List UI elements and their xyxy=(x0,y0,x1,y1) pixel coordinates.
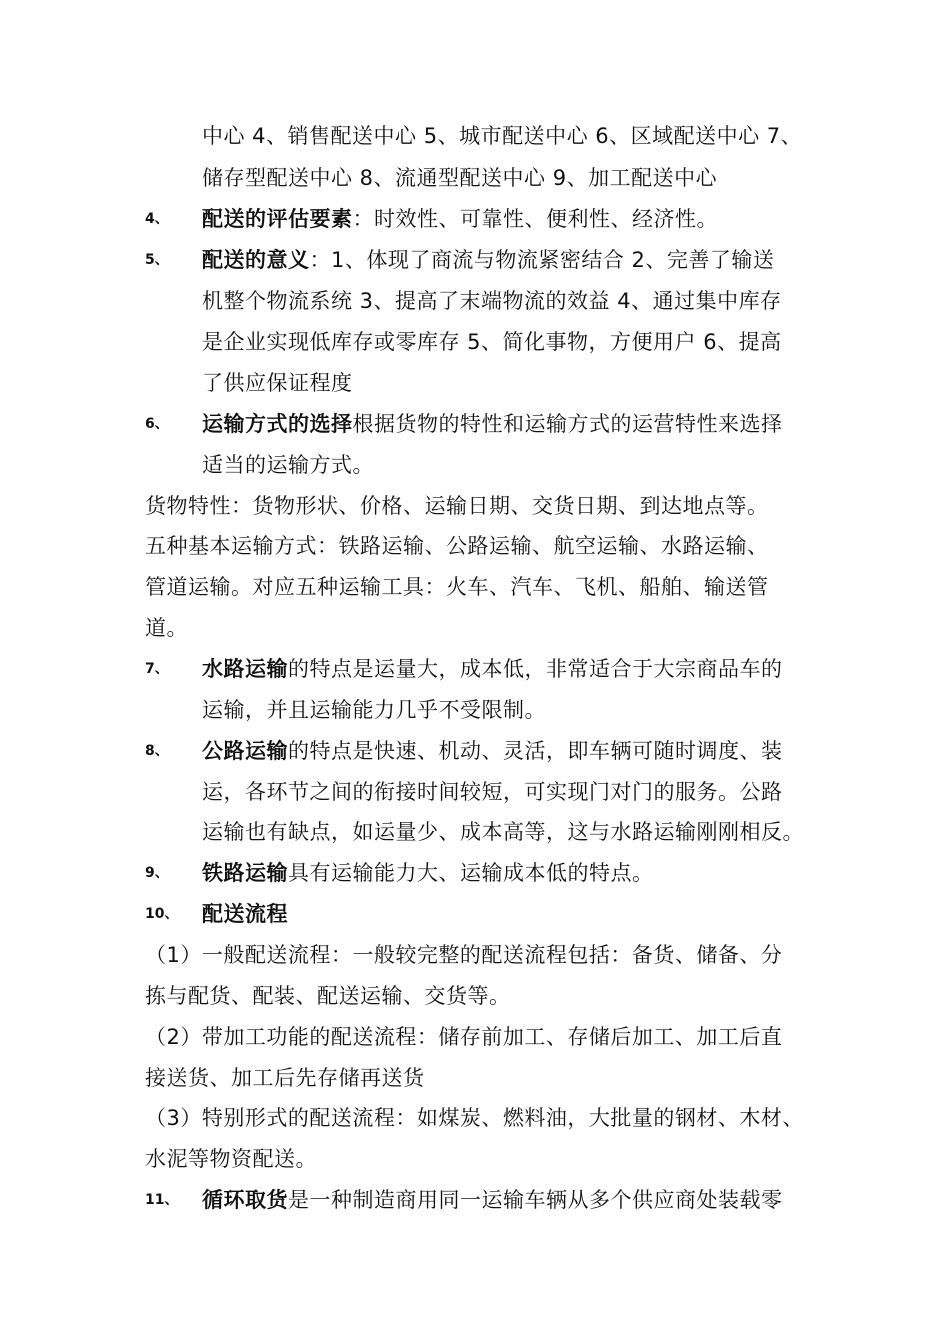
flow3-line1: （3）特别形式的配送流程：如煤炭、燃料油，大批量的钢材、木材、 xyxy=(145,1106,804,1130)
transport-modes-line1: 五种基本运输方式：铁路运输、公路运输、航空运输、水路运输、 xyxy=(145,534,769,558)
item7-text: 的特点是运量大，成本低，非常适合于大宗商品车的 xyxy=(288,657,783,681)
transport-modes-line2: 管道运输。对应五种运输工具：火车、汽车、飞机、船舶、输送管 xyxy=(145,575,769,599)
flow3-line2: 水泥等物资配送。 xyxy=(145,1147,317,1171)
transport-modes-line3: 道。 xyxy=(145,616,188,640)
item4-heading: 配送的评估要素 xyxy=(202,207,353,231)
item8-number: 8、 xyxy=(145,743,169,759)
item3-line1: 中心 4、销售配送中心 5、城市配送中心 6、区域配送中心 7、 xyxy=(202,124,803,148)
item9-text: 具有运输能力大、运输成本低的特点。 xyxy=(288,861,654,885)
item8-line1 xyxy=(202,737,783,765)
item6-heading: 运输方式的选择 xyxy=(202,412,353,436)
flow2-line2: 接送货、加工后先存储再送货 xyxy=(145,1066,425,1090)
item5-line1 xyxy=(202,246,774,274)
item5-text: ：1、体现了商流与物流紧密结合 2、完善了输送 xyxy=(309,248,775,272)
item7-line1 xyxy=(202,655,783,683)
item4-text: ：时效性、可靠性、便利性、经济性。 xyxy=(352,207,718,231)
item5-line3: 是企业实现低库存或零库存 5、简化事物，方便用户 6、提高 xyxy=(202,330,782,354)
item4-number: 4、 xyxy=(145,211,169,227)
item10-heading: 配送流程 xyxy=(202,902,288,926)
item5-number: 5、 xyxy=(145,252,169,268)
flow2-line1: （2）带加工功能的配送流程：储存前加工、存储后加工、加工后直 xyxy=(145,1025,783,1049)
item11-number: 11、 xyxy=(145,1192,179,1208)
goods-characteristics: 货物特性：货物形状、价格、运输日期、交货日期、到达地点等。 xyxy=(145,494,769,518)
item8-line2: 运，各环节之间的衔接时间较短，可实现门对门的服务。公路 xyxy=(202,780,783,804)
item6-number: 6、 xyxy=(145,416,169,432)
item11-text: 是一种制造商用同一运输车辆从多个供应商处装载零 xyxy=(288,1188,783,1212)
item6-line1 xyxy=(202,410,783,438)
item11-line1 xyxy=(202,1186,783,1214)
item10-line1 xyxy=(202,900,288,928)
item5-line4: 了供应保证程度 xyxy=(202,371,353,395)
item5-line2: 机整个物流系统 3、提高了末端物流的效益 4、通过集中库存 xyxy=(202,289,782,313)
item7-heading: 水路运输 xyxy=(202,657,288,681)
flow1-line2: 拣与配货、配装、配送运输、交货等。 xyxy=(145,984,511,1008)
item8-text: 的特点是快速、机动、灵活，即车辆可随时调度、装 xyxy=(288,739,783,763)
item6-text: 根据货物的特性和运输方式的运营特性来选择 xyxy=(352,412,783,436)
item3-line2: 储存型配送中心 8、流通型配送中心 9、加工配送中心 xyxy=(202,166,718,190)
item8-line3: 运输也有缺点，如运量少、成本高等，这与水路运输刚刚相反。 xyxy=(202,820,804,844)
item10-number: 10、 xyxy=(145,906,179,922)
item7-line2: 运输，并且运输能力几乎不受限制。 xyxy=(202,698,546,722)
item5-heading: 配送的意义 xyxy=(202,248,310,272)
item9-heading: 铁路运输 xyxy=(202,861,288,885)
item11-heading: 循环取货 xyxy=(202,1188,288,1212)
item9-line1 xyxy=(202,859,654,887)
item7-number: 7、 xyxy=(145,661,169,677)
item8-heading: 公路运输 xyxy=(202,739,288,763)
flow1-line1: （1）一般配送流程：一般较完整的配送流程包括：备货、储备、分 xyxy=(145,943,783,967)
item9-number: 9、 xyxy=(145,865,169,881)
item4-line1 xyxy=(202,205,718,233)
item6-line2: 适当的运输方式。 xyxy=(202,453,374,477)
